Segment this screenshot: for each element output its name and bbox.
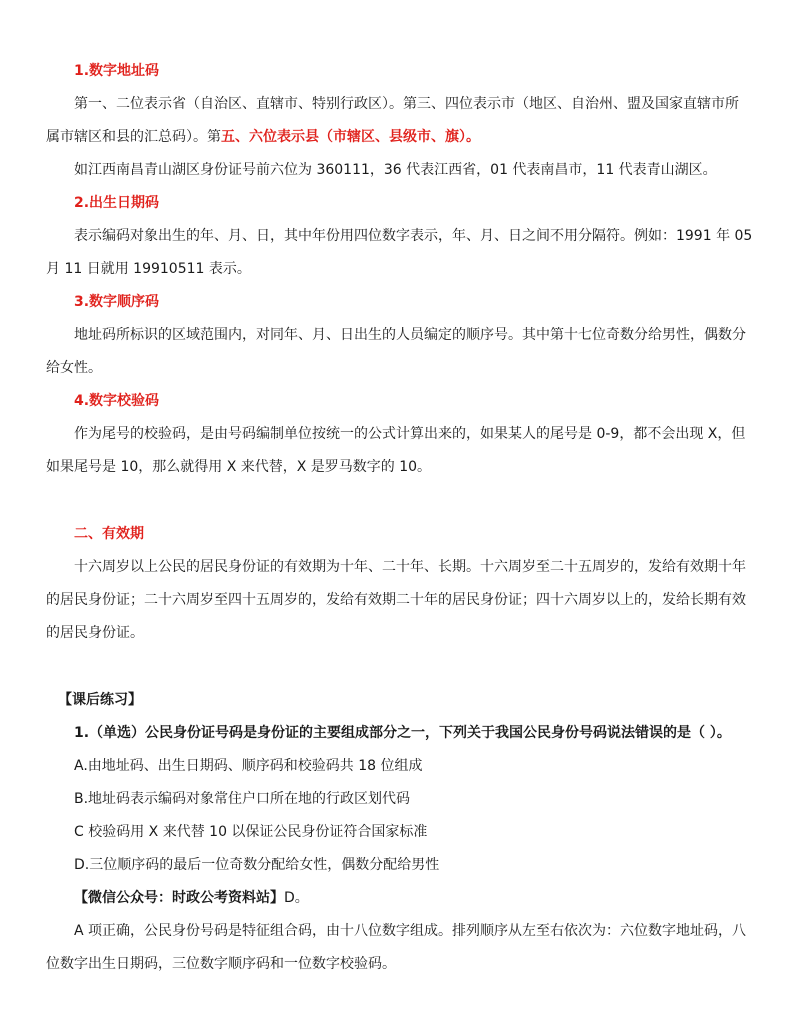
paragraph-example: 如江西南昌青山湖区身份证号前六位为 360111，36 代表江西省，01 代表南昌市，11 代表青山湖区。 bbox=[74, 162, 717, 178]
heading-sequence-code: 3.数字顺序码 bbox=[74, 294, 160, 310]
highlight-county-code: 五、六位表示县（市辖区、县级市、旗）。 bbox=[221, 129, 480, 145]
paragraph-address-text: 属市辖区和县的汇总码）。第 bbox=[46, 129, 221, 145]
explanation-line-1: A 项正确，公民身份号码是特征组合码，由十八位数字组成。排列顺序从左至右依次为：六位数字地址码，八 bbox=[74, 923, 747, 939]
paragraph-sequence-line-2: 给女性。 bbox=[46, 360, 102, 376]
paragraph-sequence-line-1: 地址码所标识的区域范围内，对同年、月、日出生的人员编定的顺序号。其中第十七位奇数分给男性，偶数分 bbox=[74, 327, 746, 343]
paragraph-check-line-2: 如果尾号是 10，那么就得用 X 来代替，X 是罗马数字的 10。 bbox=[46, 459, 432, 475]
exercise-title: 【课后练习】 bbox=[58, 692, 142, 708]
option-c: C 校验码用 X 来代替 10 以保证公民身份证符合国家标准 bbox=[74, 824, 428, 840]
paragraph-address-line-2 bbox=[46, 127, 711, 147]
heading-validity-period: 二、有效期 bbox=[74, 526, 144, 542]
paragraph-birth-line-2: 月 11 日就用 19910511 表示。 bbox=[46, 261, 251, 277]
paragraph-validity-line-2: 的居民身份证；二十六周岁至四十五周岁的，发给有效期二十年的居民身份证；四十六周岁以上的，发给长期有效 bbox=[46, 592, 746, 608]
paragraph-address-line-1: 第一、二位表示省（自治区、直辖市、特别行政区）。第三、四位表示市（地区、自治州、盟及国家直辖市所 bbox=[74, 96, 739, 112]
heading-birth-date-code: 2.出生日期码 bbox=[74, 195, 160, 211]
paragraph-birth-line-1: 表示编码对象出生的年、月、日，其中年份用四位数字表示，年、月、日之间不用分隔符。例如：1991 年 05 bbox=[74, 228, 753, 244]
option-a: A.由地址码、出生日期码、顺序码和校验码共 18 位组成 bbox=[74, 758, 423, 774]
answer-line bbox=[74, 888, 739, 908]
answer-value: D。 bbox=[284, 890, 309, 906]
answer-label: 【微信公众号：时政公考资料站】 bbox=[74, 890, 284, 906]
option-b: B.地址码表示编码对象常住户口所在地的行政区划代码 bbox=[74, 791, 411, 807]
paragraph-check-line-1: 作为尾号的校验码，是由号码编制单位按统一的公式计算出来的，如果某人的尾号是 0-9，都不会出现 X，但 bbox=[74, 426, 746, 442]
exercise-question: 1.（单选）公民身份证号码是身份证的主要组成部分之一，下列关于我国公民身份号码说法错误的是（ ）。 bbox=[74, 725, 731, 741]
heading-address-code: 1.数字地址码 bbox=[74, 63, 160, 79]
explanation-line-2: 位数字出生日期码，三位数字顺序码和一位数字校验码。 bbox=[46, 956, 396, 972]
option-d: D.三位顺序码的最后一位奇数分配给女性，偶数分配给男性 bbox=[74, 857, 440, 873]
paragraph-validity-line-3: 的居民身份证。 bbox=[46, 625, 144, 641]
heading-check-code: 4.数字校验码 bbox=[74, 393, 160, 409]
paragraph-validity-line-1: 十六周岁以上公民的居民身份证的有效期为十年、二十年、长期。十六周岁至二十五周岁的，发给有效期十年 bbox=[74, 559, 746, 575]
